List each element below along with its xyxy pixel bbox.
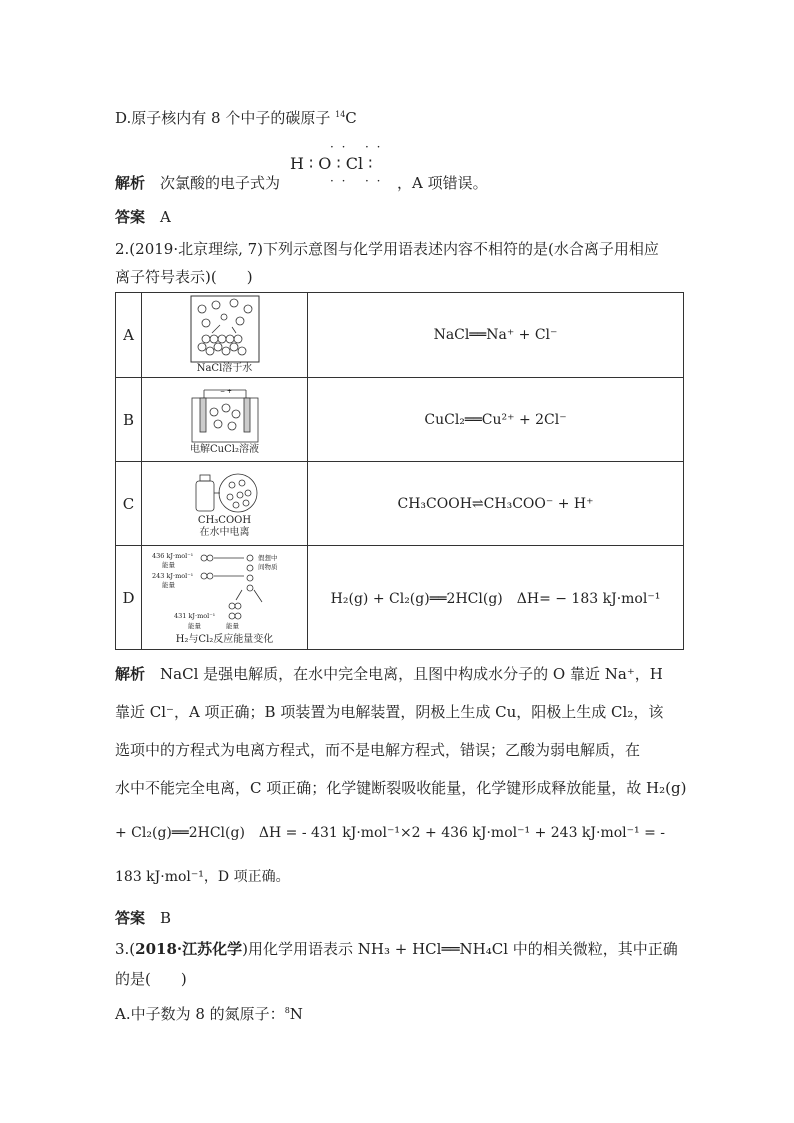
row-label: D (116, 546, 142, 650)
equation: CuCl₂══Cu²⁺ + 2Cl⁻ (308, 378, 684, 462)
acetic-acid-figure (190, 469, 260, 515)
table-row-b (116, 378, 684, 462)
svg-text:431 kJ·mol⁻¹: 431 kJ·mol⁻¹ (173, 611, 215, 620)
table-row-d (116, 546, 684, 650)
svg-text:能量: 能量 (187, 621, 201, 630)
q3-option-a: A.中子数为 8 的氮原子：$^8$N (115, 1005, 303, 1023)
row-label: B (116, 378, 142, 462)
q3-stem-line2: 的是( ) (115, 970, 187, 988)
q1-option-d: D.原子核内有 8 个中子的碳原子 $^{14}$C (115, 109, 357, 127)
equation: CH₃COOH⇌CH₃COO⁻ + H⁺ (308, 462, 684, 546)
q2-stem-line2: 离子符号表示)( ) (115, 268, 253, 286)
q2-analysis-line-2: 靠近 Cl⁻，A 项正确；B 项装置为电解装置，阴极上生成 Cu，阳极上生成 Cl₂，该 (115, 703, 664, 721)
q2-analysis-line-5: + Cl₂(g)══2HCl(g) ΔH = - 431 kJ·mol⁻¹×2 + 436 kJ·mol⁻¹ + 243 kJ·mol⁻¹ = - (115, 825, 666, 841)
q2-analysis-line-1: 解析 NaCl 是强电解质，在水中完全电离，且图中构成水分子的 O 靠近 Na⁺，H (115, 665, 663, 683)
energy-change-figure (150, 550, 300, 634)
q2-analysis-line-6: 183 kJ·mol⁻¹，D 项正确。 (115, 869, 290, 885)
svg-text:− +: − + (219, 387, 232, 395)
table-row-a (116, 293, 684, 378)
equation: NaCl══Na⁺ + Cl⁻ (308, 293, 684, 378)
figure-cell (142, 462, 308, 546)
svg-text:436 kJ·mol⁻¹: 436 kJ·mol⁻¹ (151, 551, 193, 560)
figure-caption: NaCl溶于水 (196, 363, 253, 374)
svg-text:能量: 能量 (161, 560, 175, 569)
svg-text:能量: 能量 (161, 580, 175, 589)
figure-cell (142, 378, 308, 462)
figure-caption: H₂与Cl₂反应能量变化 (175, 633, 274, 645)
q2-answer: 答案 B (115, 909, 172, 927)
equation: H₂(g) + Cl₂(g)══2HCl(g) ΔH= − 183 kJ·mol⁻¹ (308, 546, 684, 650)
q3-stem-line1: 3.(2018·江苏化学)用化学用语表示 NH₃ + HCl══NH₄Cl 中的相关微粒，其中正确 (115, 940, 678, 958)
table-row-c (116, 462, 684, 546)
figure-cell (142, 293, 308, 378)
figure-caption: CH₃COOH (197, 514, 252, 526)
options-table (115, 292, 684, 650)
svg-text:能量: 能量 (225, 621, 239, 630)
q2-analysis-line-4: 水中不能完全电离，C 项正确；化学键断裂吸收能量，化学键形成释放能量，故 H₂(g) (115, 779, 687, 797)
svg-text:243 kJ·mol⁻¹: 243 kJ·mol⁻¹ (151, 571, 193, 580)
nacl-dissolve-figure (190, 295, 260, 363)
row-label: C (116, 462, 142, 546)
svg-text:间物质: 间物质 (257, 562, 277, 571)
q2-stem-line1: 2.(2019·北京理综, 7)下列示意图与化学用语表述内容不相符的是(水合离子用相应 (115, 240, 659, 258)
q2-analysis-line-3: 选项中的方程式为电离方程式，而不是电解方程式，错误；乙酸为弱电解质，在 (115, 741, 641, 759)
q1-analysis-tail: ，A 项错误。 (397, 174, 488, 192)
electrolysis-figure (188, 384, 262, 444)
figure-cell (142, 546, 308, 650)
figure-caption: 电解CuCl₂溶液 (190, 443, 259, 455)
svg-text:假想中: 假想中 (257, 553, 277, 562)
q1-analysis: 解析 次氯酸的电子式为 (115, 174, 281, 192)
row-label: A (116, 293, 142, 378)
figure-caption: 在水中电离 (199, 526, 250, 538)
q1-answer: 答案 A (115, 208, 171, 226)
